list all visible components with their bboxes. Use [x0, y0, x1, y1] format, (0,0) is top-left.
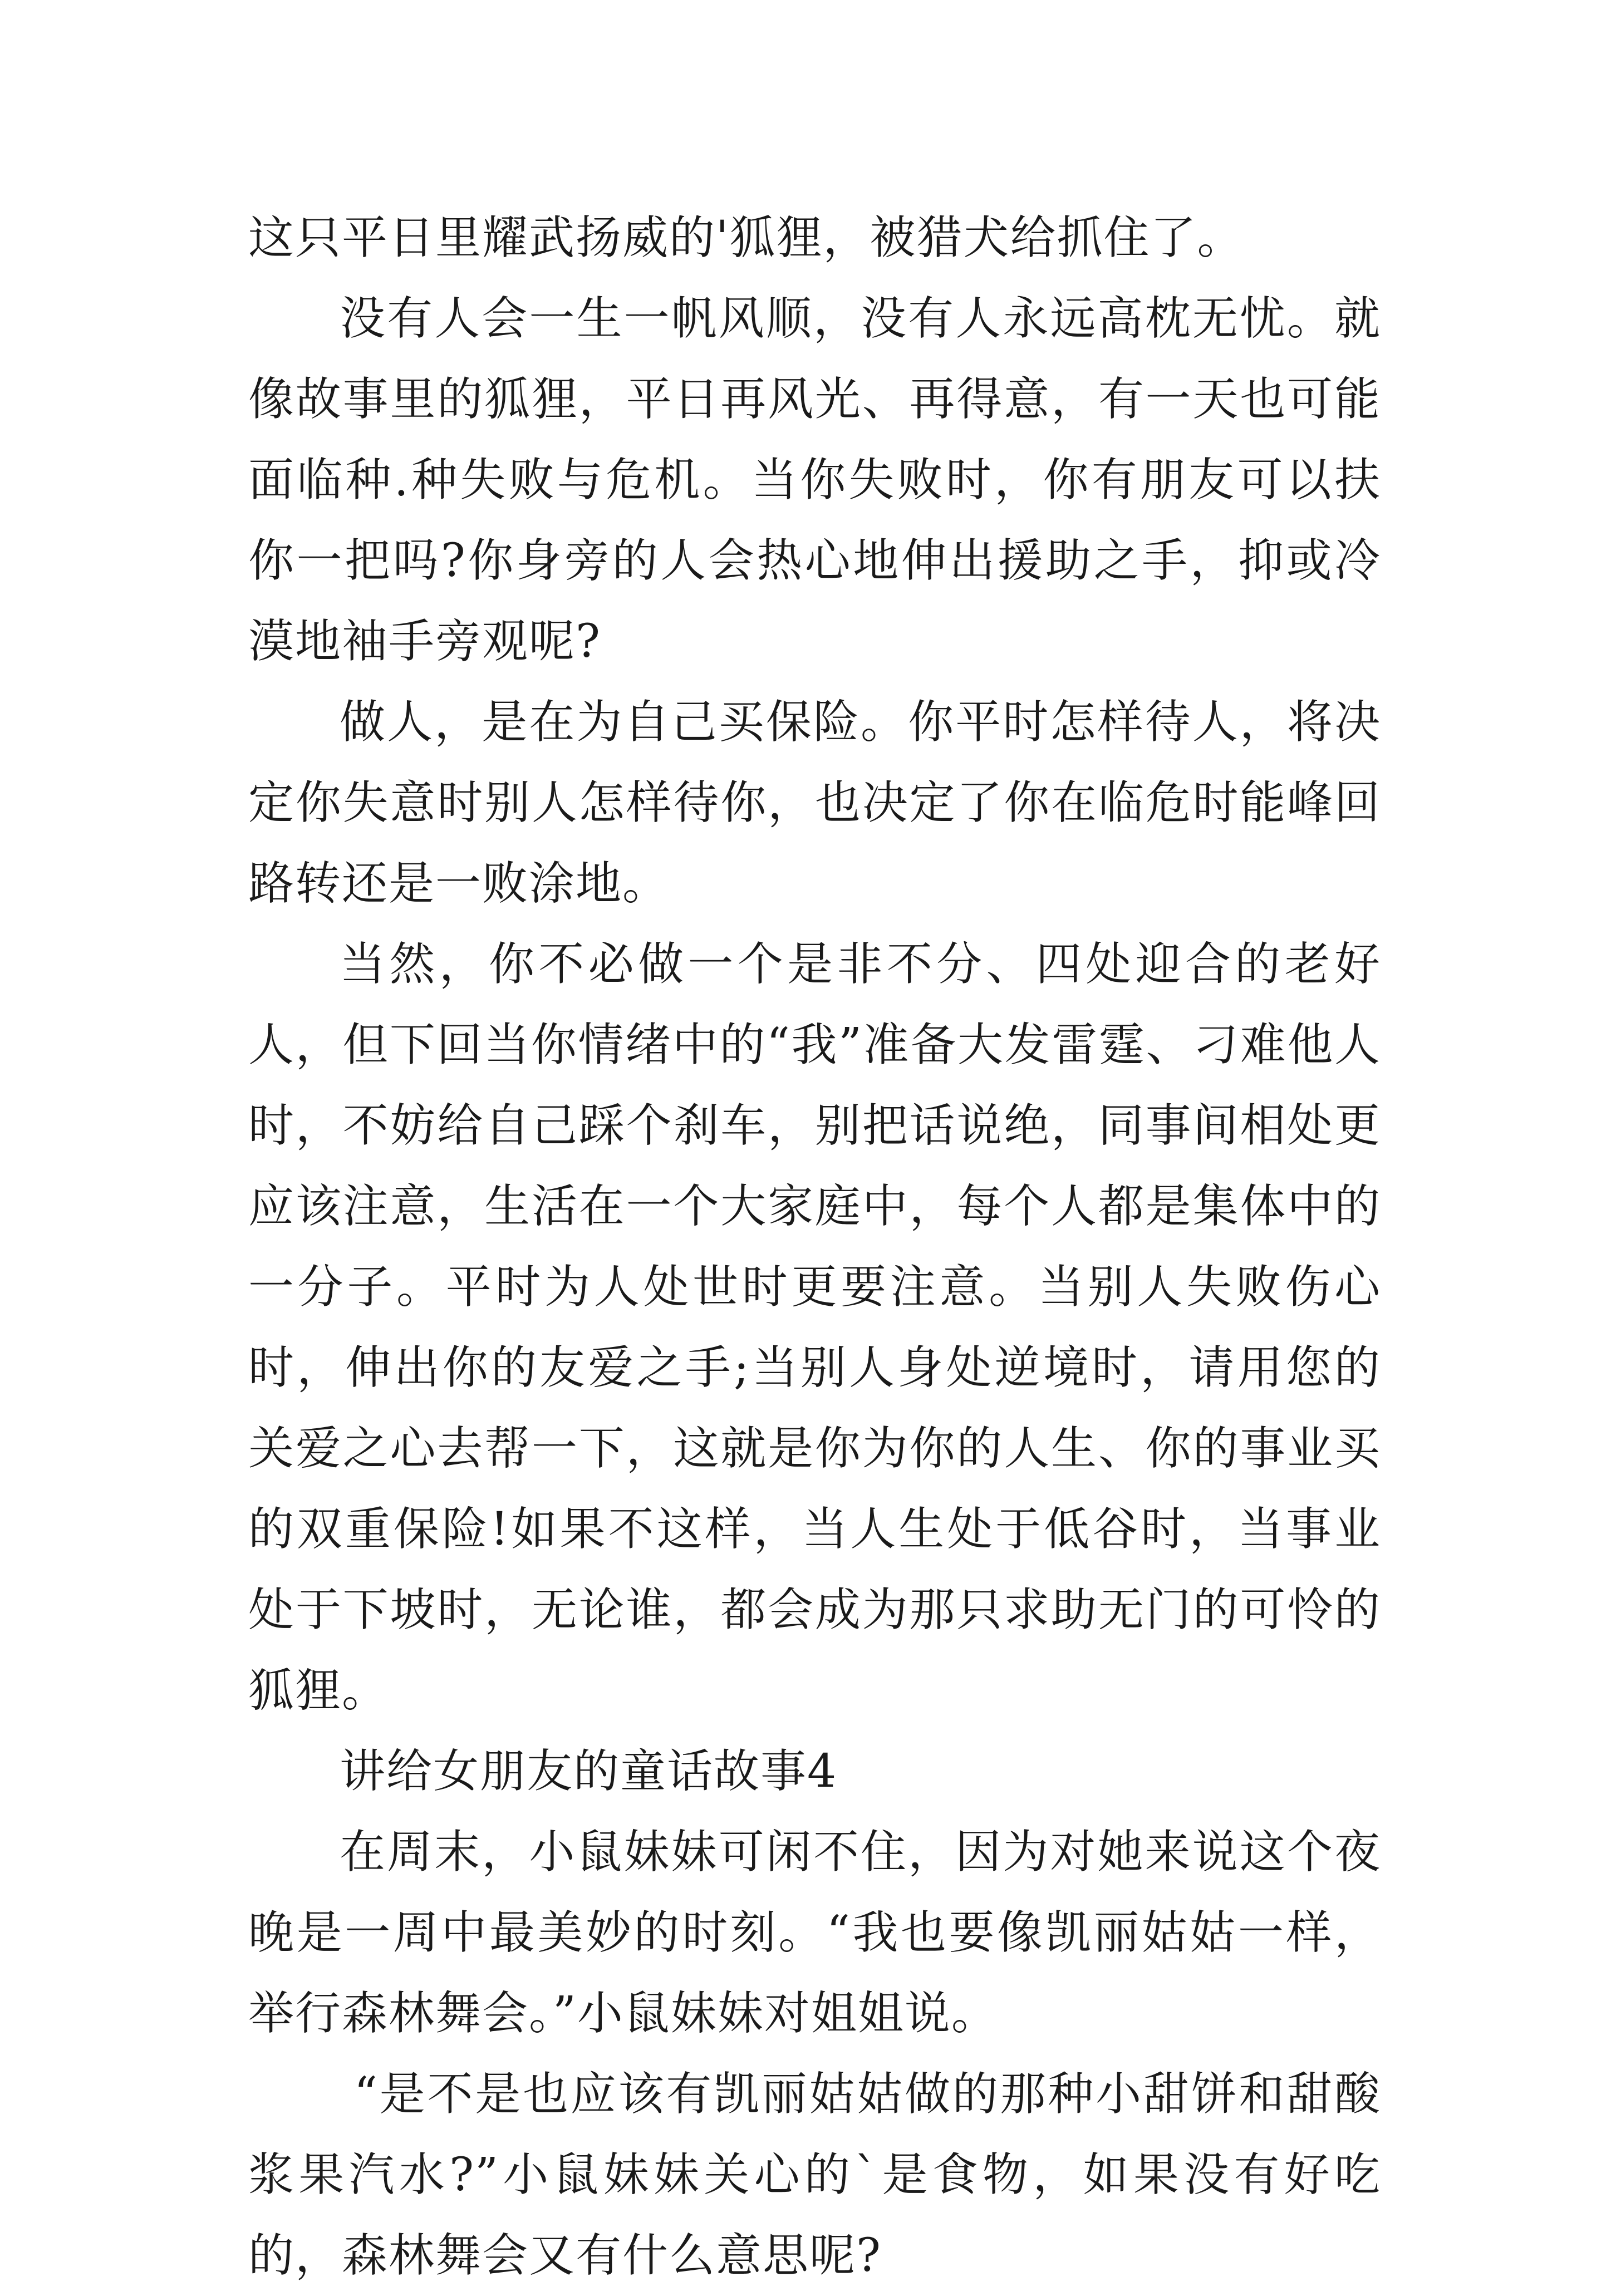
- paragraph-weekend-mouse: 在周末，小鼠妹妹可闲不住，因为对她来说这个夜晚是一周中最美妙的时刻。“我也要像凯丽姑姑一样，举行森林舞会。”小鼠妹妹对姐姐说。: [248, 1826, 1381, 2040]
- paragraph-be-kind: 当然，你不必做一个是非不分、四处迎合的老好人，但下回当你情绪中的“我”准备大发雷霆、刁难他人时，不妨给自己踩个刹车，别把话说绝，同事间相处更应该注意，生活在一个大家庭中，每个人都是集体中的一分子。平时为人处世时更要注意。当别人失败伤心时，伸出你的友爱之手;当别人身处逆境时，请用您的关爱之心去帮一下，这就是你为你的人生、你的事业买的双重保险!如果不这样，当人生处于低谷时，当事业处于下坡时，无论谁，都会成为那只求助无门的可怜的狐狸。: [248, 938, 1381, 1717]
- paragraph-fox-caught: 这只平日里耀武扬威的'狐狸，被猎犬给抓住了。: [248, 212, 1244, 264]
- paragraph-buy-insurance: 做人，是在为自己买保险。你平时怎样待人，将决定你失意时别人怎样待你，也决定了你在临危时能峰回路转还是一败涂地。: [248, 696, 1381, 910]
- section-heading: 讲给女朋友的童话故事4: [340, 1745, 838, 1798]
- paragraph-snacks-question: “是不是也应该有凯丽姑姑做的那种小甜饼和甜酸浆果汽水?”小鼠妹妹关心的`是食物，如果没有好吃的，森林舞会又有什么意思呢?: [248, 2068, 1381, 2282]
- document-body: [248, 198, 1381, 2296]
- paragraph-no-smooth-life: 没有人会一生一帆风顺，没有人永远高枕无忧。就像故事里的狐狸，平日再风光、再得意，有一天也可能面临种.种失败与危机。当你失败时，你有朋友可以扶你一把吗?你身旁的人会热心地伸出援助之手，抑或冷漠地袖手旁观呢?: [248, 292, 1381, 668]
